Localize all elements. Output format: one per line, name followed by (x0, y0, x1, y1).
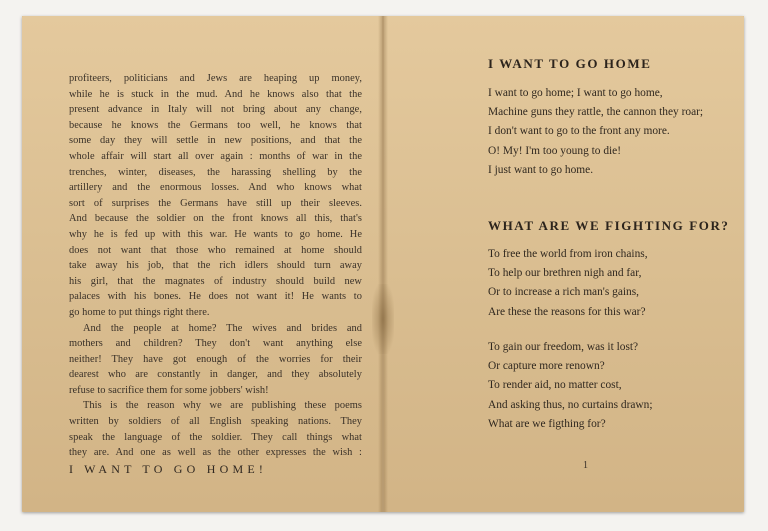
prose-line: go home to put things right there. (69, 306, 210, 318)
poem-line: I just want to go home. (488, 163, 594, 176)
poem-line: To help our brethren nigh and far, (488, 267, 642, 280)
prose-line: whole affair will start all over again : months of war in the (69, 150, 362, 162)
prose-line: dearest who are constantly in danger, and they absolutely (69, 369, 362, 381)
prose-line: neither! They have got enough of the worries for their (69, 353, 362, 365)
poem-title: I WANT TO GO HOME (488, 56, 652, 71)
prose-line: they are. And one as well as the other expresses the wish : (69, 447, 362, 459)
poem-line: I don't want to go to the front any more. (488, 125, 670, 138)
poem-line: Or to increase a rich man's gains, (488, 286, 640, 299)
prose-line: palaces with his bones. He does not want it! He wants to (69, 291, 362, 303)
poem-line: O! My! I'm too young to die! (488, 144, 622, 157)
prose-line: trenches, winter, diseases, the harassing shelling by the (69, 166, 362, 178)
page-number: 1 (583, 460, 588, 471)
left-page (22, 16, 382, 512)
prose-line: present advance in Italy will not bring about any change, (69, 104, 362, 116)
prose-line: And because the soldier on the front knows all this, that's (69, 213, 362, 225)
poem-line: I want to go home; I want to go home, (488, 87, 663, 99)
prose-line: some day they will settle in new positions, and that the (69, 135, 362, 147)
booklet-spread (22, 16, 744, 512)
poem-line: To render aid, no matter cost, (488, 379, 622, 392)
prose-line: profiteers, politicians and Jews are heaping up money, (69, 73, 362, 84)
poem-line: Machine guns they rattle, the cannon they roar; (488, 106, 704, 119)
prose-line: artillery and the enormous losses. And who knows what (69, 182, 362, 194)
poem-line: And asking thus, no curtains drawn; (488, 398, 653, 411)
poem-line: Or capture more renown? (488, 360, 605, 373)
prose-line: refuse to sacrifice them for some jobbers' wish! (69, 384, 269, 396)
closing-line: I WANT TO GO HOME! (69, 461, 268, 476)
prose-line: why he is fed up with this war. He wants to go home. He (69, 228, 362, 240)
prose-line: mothers and children? They don't want anything else (69, 338, 362, 350)
right-page (384, 16, 744, 512)
prose-line: speak the language of the soldier. They call things what (69, 431, 362, 443)
prose-line: take away his job, that the rich idlers should turn away (69, 260, 362, 272)
poem-line: To free the world from iron chains, (488, 248, 648, 260)
poem-stanza (488, 338, 653, 434)
prose-line: written by soldiers of all English speaking nations. They (69, 416, 362, 428)
poem-line: What are we figthing for? (488, 417, 606, 430)
spine-fold (378, 16, 388, 512)
prose-line: This is the reason why we are publishing these poems (83, 400, 362, 412)
poem-stanza (488, 84, 703, 180)
prose-text (69, 71, 362, 477)
poem-line: Are these the reasons for this war? (488, 305, 646, 318)
poem-line: To gain our freedom, was it lost? (488, 341, 639, 353)
prose-line: And the people at home? The wives and brides and (83, 322, 362, 334)
prose-line: does not want that those who remained at home should (69, 244, 362, 256)
prose-line: while he is stuck in the mud. And he knows also that the (69, 88, 362, 100)
prose-line: because he knows the Germans too well, he knows that (69, 119, 362, 131)
spine-stain (372, 284, 394, 354)
poem-stanza (488, 245, 648, 322)
prose-line: his girl, that the magnates of industry should build new (69, 275, 362, 287)
prose-line: sort of surprises the Germans have still up their sleeves. (69, 197, 362, 209)
poem-title: WHAT ARE WE FIGHTING FOR? (488, 218, 730, 233)
